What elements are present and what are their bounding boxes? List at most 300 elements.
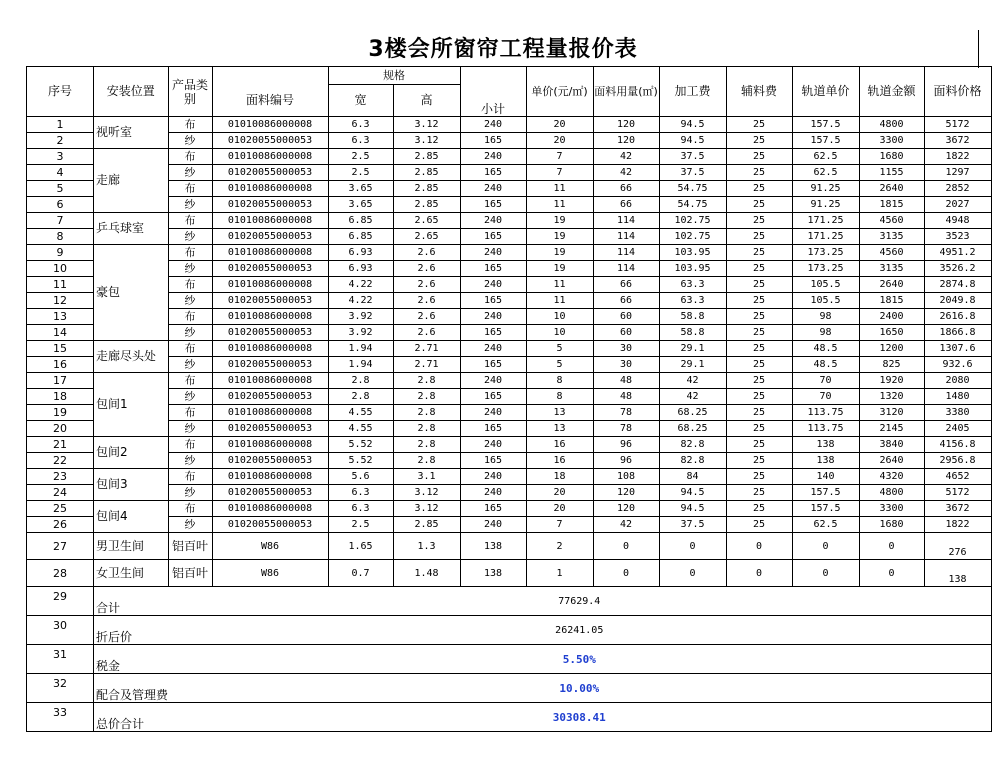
header-track-unit: 轨道单价 bbox=[792, 67, 859, 117]
cell-track-amount: 48.5 bbox=[792, 357, 859, 373]
cell-subtotal: 3526.2 bbox=[924, 261, 991, 277]
cell-fabric-code: 01010086000008 bbox=[212, 405, 328, 421]
cell-accessories: 63.3 bbox=[659, 277, 726, 293]
cell-fabric-price: 1680 bbox=[859, 149, 924, 165]
cell-track-amount: 171.25 bbox=[792, 213, 859, 229]
cell-accessories: 103.95 bbox=[659, 245, 726, 261]
cell-track-unit: 25 bbox=[726, 181, 792, 197]
cell-width: 6.3 bbox=[328, 133, 393, 149]
cell-width: 4.22 bbox=[328, 277, 393, 293]
cell-track-unit: 25 bbox=[726, 501, 792, 517]
header-fabric-code: 面料编号 bbox=[212, 85, 328, 117]
cell-accessories: 102.75 bbox=[659, 213, 726, 229]
cell-fabric-code: 01020055000053 bbox=[212, 261, 328, 277]
cell-width: 6.3 bbox=[328, 117, 393, 133]
cell-subtotal: 5172 bbox=[924, 117, 991, 133]
cell-width: 6.85 bbox=[328, 229, 393, 245]
cell-track-unit: 25 bbox=[726, 229, 792, 245]
cell-unit-price: 240 bbox=[460, 181, 526, 197]
cell-width: 3.92 bbox=[328, 325, 393, 341]
cell-subtotal: 2049.8 bbox=[924, 293, 991, 309]
cell-subtotal: 1307.6 bbox=[924, 341, 991, 357]
cell-processing: 114 bbox=[593, 229, 659, 245]
cell-product-type: 布 bbox=[168, 469, 212, 485]
cell-product-type: 布 bbox=[168, 437, 212, 453]
cell-track-unit: 25 bbox=[726, 517, 792, 533]
cell-seq: 30 bbox=[27, 616, 94, 645]
cell-product-type: 布 bbox=[168, 501, 212, 517]
cell-subtotal: 2616.8 bbox=[924, 309, 991, 325]
cell-seq: 10 bbox=[27, 261, 94, 277]
cell-fabric-code: 01020055000053 bbox=[212, 485, 328, 501]
cell-unit-price: 240 bbox=[460, 469, 526, 485]
cell-fabric-usage: 10 bbox=[526, 325, 593, 341]
cell-track-amount: 98 bbox=[792, 309, 859, 325]
table-row bbox=[27, 133, 992, 149]
cell-fabric-usage: 11 bbox=[526, 197, 593, 213]
summary-value: 77629.4 bbox=[168, 587, 991, 616]
cell-product-type: 纱 bbox=[168, 453, 212, 469]
cell-processing: 42 bbox=[593, 149, 659, 165]
cell-seq: 6 bbox=[27, 197, 94, 213]
cell-width: 3.65 bbox=[328, 197, 393, 213]
cell-unit-price: 165 bbox=[460, 389, 526, 405]
cell-subtotal: 1297 bbox=[924, 165, 991, 181]
cell-width: 6.3 bbox=[328, 485, 393, 501]
cell-track-amount: 0 bbox=[792, 533, 859, 560]
summary-row bbox=[27, 703, 992, 732]
summary-row bbox=[27, 587, 992, 616]
cell-height: 2.6 bbox=[393, 325, 460, 341]
cell-fabric-usage: 20 bbox=[526, 133, 593, 149]
cell-fabric-code: 01010086000008 bbox=[212, 341, 328, 357]
cell-width: 1.94 bbox=[328, 341, 393, 357]
table-row bbox=[27, 181, 992, 197]
cell-location: 视听室 bbox=[94, 117, 169, 149]
cell-product-type: 布 bbox=[168, 405, 212, 421]
cell-seq: 18 bbox=[27, 389, 94, 405]
cell-seq: 5 bbox=[27, 181, 94, 197]
cell-fabric-price: 3300 bbox=[859, 133, 924, 149]
cell-accessories: 58.8 bbox=[659, 325, 726, 341]
cell-accessories: 0 bbox=[659, 533, 726, 560]
header-blank bbox=[212, 67, 328, 85]
cell-seq: 25 bbox=[27, 501, 94, 517]
table-row bbox=[27, 197, 992, 213]
summary-value: 26241.05 bbox=[168, 616, 991, 645]
cell-fabric-price: 2400 bbox=[859, 309, 924, 325]
cell-fabric-price: 1320 bbox=[859, 389, 924, 405]
cell-fabric-code: 01020055000053 bbox=[212, 357, 328, 373]
cell-width: 4.55 bbox=[328, 405, 393, 421]
cell-fabric-usage: 13 bbox=[526, 405, 593, 421]
cell-height: 3.12 bbox=[393, 501, 460, 517]
cell-height: 2.6 bbox=[393, 293, 460, 309]
header-blank bbox=[460, 67, 526, 85]
cell-fabric-price: 4560 bbox=[859, 213, 924, 229]
cell-accessories: 103.95 bbox=[659, 261, 726, 277]
header-unit-price: 单价(元/㎡) bbox=[526, 67, 593, 117]
cell-subtotal: 4156.8 bbox=[924, 437, 991, 453]
cell-fabric-code: 01010086000008 bbox=[212, 373, 328, 389]
cell-track-unit: 25 bbox=[726, 373, 792, 389]
table-row bbox=[27, 325, 992, 341]
cell-location: 包间2 bbox=[94, 437, 169, 469]
cell-track-unit: 0 bbox=[726, 560, 792, 587]
cell-width: 1.94 bbox=[328, 357, 393, 373]
cell-width: 6.3 bbox=[328, 501, 393, 517]
cell-track-unit: 25 bbox=[726, 197, 792, 213]
table-row bbox=[27, 277, 992, 293]
cell-fabric-price: 2640 bbox=[859, 181, 924, 197]
cell-processing: 30 bbox=[593, 341, 659, 357]
cell-unit-price: 240 bbox=[460, 437, 526, 453]
cell-product-type: 纱 bbox=[168, 357, 212, 373]
cell-unit-price: 165 bbox=[460, 325, 526, 341]
cell-unit-price: 240 bbox=[460, 277, 526, 293]
cell-width: 4.22 bbox=[328, 293, 393, 309]
cell-height: 2.6 bbox=[393, 245, 460, 261]
cell-accessories: 0 bbox=[659, 560, 726, 587]
summary-row bbox=[27, 616, 992, 645]
summary-value: 10.00% bbox=[168, 674, 991, 703]
cell-seq: 21 bbox=[27, 437, 94, 453]
cell-fabric-code: W86 bbox=[212, 560, 328, 587]
cell-track-amount: 62.5 bbox=[792, 165, 859, 181]
cell-accessories: 63.3 bbox=[659, 293, 726, 309]
cell-seq: 26 bbox=[27, 517, 94, 533]
cell-fabric-price: 2640 bbox=[859, 453, 924, 469]
cell-processing: 78 bbox=[593, 405, 659, 421]
cell-accessories: 54.75 bbox=[659, 197, 726, 213]
cell-fabric-code: 01010086000008 bbox=[212, 213, 328, 229]
cell-accessories: 82.8 bbox=[659, 437, 726, 453]
header-subtotal: 小计 bbox=[460, 85, 526, 117]
cell-width: 3.65 bbox=[328, 181, 393, 197]
cell-fabric-code: 01010086000008 bbox=[212, 149, 328, 165]
cell-unit-price: 240 bbox=[460, 149, 526, 165]
table-row bbox=[27, 245, 992, 261]
cell-seq: 11 bbox=[27, 277, 94, 293]
cell-track-amount: 157.5 bbox=[792, 501, 859, 517]
cell-fabric-code: 01020055000053 bbox=[212, 293, 328, 309]
cell-subtotal: 932.6 bbox=[924, 357, 991, 373]
cell-seq: 20 bbox=[27, 421, 94, 437]
cell-width: 5.52 bbox=[328, 453, 393, 469]
table-row bbox=[27, 453, 992, 469]
cell-seq: 13 bbox=[27, 309, 94, 325]
cell-accessories: 29.1 bbox=[659, 341, 726, 357]
cell-product-type: 布 bbox=[168, 373, 212, 389]
cell-processing: 0 bbox=[593, 560, 659, 587]
header-spec: 规格 bbox=[328, 67, 460, 85]
cell-fabric-price: 3135 bbox=[859, 261, 924, 277]
cell-fabric-usage: 7 bbox=[526, 165, 593, 181]
cell-height: 2.71 bbox=[393, 357, 460, 373]
cell-processing: 114 bbox=[593, 245, 659, 261]
cell-subtotal: 1480 bbox=[924, 389, 991, 405]
cell-height: 3.1 bbox=[393, 469, 460, 485]
cell-track-unit: 25 bbox=[726, 261, 792, 277]
header-width: 宽 bbox=[328, 85, 393, 117]
cell-track-unit: 25 bbox=[726, 213, 792, 229]
cell-track-amount: 113.75 bbox=[792, 421, 859, 437]
summary-label: 税金 bbox=[94, 645, 169, 674]
cell-product-type: 布 bbox=[168, 309, 212, 325]
table-row bbox=[27, 389, 992, 405]
cell-subtotal: 276 bbox=[924, 533, 991, 560]
cell-height: 3.12 bbox=[393, 133, 460, 149]
cell-fabric-usage: 16 bbox=[526, 453, 593, 469]
header-height: 高 bbox=[393, 85, 460, 117]
cell-fabric-usage: 10 bbox=[526, 309, 593, 325]
cell-seq: 28 bbox=[27, 560, 94, 587]
cell-height: 3.12 bbox=[393, 485, 460, 501]
cell-subtotal: 1866.8 bbox=[924, 325, 991, 341]
cell-track-unit: 25 bbox=[726, 293, 792, 309]
table-row bbox=[27, 261, 992, 277]
cell-processing: 114 bbox=[593, 213, 659, 229]
cell-track-unit: 25 bbox=[726, 277, 792, 293]
cell-unit-price: 240 bbox=[460, 309, 526, 325]
cell-unit-price: 240 bbox=[460, 213, 526, 229]
header-product-type: 产品类别 bbox=[168, 67, 212, 117]
cell-subtotal: 138 bbox=[924, 560, 991, 587]
cell-fabric-price: 0 bbox=[859, 533, 924, 560]
cell-fabric-usage: 8 bbox=[526, 373, 593, 389]
cell-fabric-price: 2640 bbox=[859, 277, 924, 293]
cell-fabric-usage: 7 bbox=[526, 149, 593, 165]
cell-fabric-price: 4320 bbox=[859, 469, 924, 485]
table-row bbox=[27, 149, 992, 165]
cell-subtotal: 2874.8 bbox=[924, 277, 991, 293]
cell-width: 4.55 bbox=[328, 421, 393, 437]
cell-product-type: 铝百叶 bbox=[168, 560, 212, 587]
cell-fabric-usage: 20 bbox=[526, 117, 593, 133]
cell-accessories: 42 bbox=[659, 389, 726, 405]
table-row bbox=[27, 165, 992, 181]
cell-processing: 66 bbox=[593, 197, 659, 213]
cell-track-unit: 25 bbox=[726, 165, 792, 181]
summary-label: 折后价 bbox=[94, 616, 169, 645]
cell-fabric-code: 01010086000008 bbox=[212, 117, 328, 133]
cell-subtotal: 2852 bbox=[924, 181, 991, 197]
cell-height: 2.85 bbox=[393, 149, 460, 165]
cell-height: 2.6 bbox=[393, 309, 460, 325]
cell-location: 豪包 bbox=[94, 245, 169, 341]
cell-product-type: 纱 bbox=[168, 197, 212, 213]
cell-track-amount: 157.5 bbox=[792, 485, 859, 501]
cell-track-amount: 157.5 bbox=[792, 117, 859, 133]
cell-track-amount: 138 bbox=[792, 453, 859, 469]
cell-track-unit: 0 bbox=[726, 533, 792, 560]
cell-subtotal: 3523 bbox=[924, 229, 991, 245]
cell-unit-price: 165 bbox=[460, 453, 526, 469]
cell-track-amount: 138 bbox=[792, 437, 859, 453]
cell-unit-price: 138 bbox=[460, 533, 526, 560]
cell-fabric-price: 4560 bbox=[859, 245, 924, 261]
cell-height: 2.85 bbox=[393, 517, 460, 533]
cell-fabric-usage: 2 bbox=[526, 533, 593, 560]
cell-fabric-usage: 19 bbox=[526, 213, 593, 229]
cell-product-type: 纱 bbox=[168, 325, 212, 341]
cell-product-type: 纱 bbox=[168, 517, 212, 533]
cell-subtotal: 2405 bbox=[924, 421, 991, 437]
cell-track-unit: 25 bbox=[726, 405, 792, 421]
header-seq: 序号 bbox=[27, 67, 94, 117]
cell-accessories: 37.5 bbox=[659, 517, 726, 533]
summary-value: 30308.41 bbox=[168, 703, 991, 732]
summary-label: 配合及管理费 bbox=[94, 674, 169, 703]
cell-fabric-price: 3135 bbox=[859, 229, 924, 245]
cell-subtotal: 3672 bbox=[924, 133, 991, 149]
table-row bbox=[27, 485, 992, 501]
cell-height: 2.8 bbox=[393, 453, 460, 469]
cell-product-type: 纱 bbox=[168, 229, 212, 245]
cell-fabric-code: 01010086000008 bbox=[212, 245, 328, 261]
cell-track-amount: 171.25 bbox=[792, 229, 859, 245]
cell-seq: 24 bbox=[27, 485, 94, 501]
cell-height: 2.8 bbox=[393, 373, 460, 389]
cell-width: 2.8 bbox=[328, 389, 393, 405]
cell-track-unit: 25 bbox=[726, 357, 792, 373]
cell-processing: 96 bbox=[593, 437, 659, 453]
cell-height: 2.71 bbox=[393, 341, 460, 357]
cell-unit-price: 165 bbox=[460, 197, 526, 213]
cell-height: 2.8 bbox=[393, 421, 460, 437]
cell-processing: 120 bbox=[593, 501, 659, 517]
cell-track-amount: 105.5 bbox=[792, 277, 859, 293]
cell-seq: 22 bbox=[27, 453, 94, 469]
cell-track-unit: 25 bbox=[726, 453, 792, 469]
cell-unit-price: 165 bbox=[460, 357, 526, 373]
cell-unit-price: 240 bbox=[460, 373, 526, 389]
cell-accessories: 68.25 bbox=[659, 421, 726, 437]
summary-label: 合计 bbox=[94, 587, 169, 616]
table-row bbox=[27, 517, 992, 533]
cell-width: 2.8 bbox=[328, 373, 393, 389]
cell-processing: 96 bbox=[593, 453, 659, 469]
cell-seq: 19 bbox=[27, 405, 94, 421]
title-border bbox=[978, 30, 979, 68]
cell-track-amount: 62.5 bbox=[792, 517, 859, 533]
header-location: 安装位置 bbox=[94, 67, 169, 117]
summary-value: 5.50% bbox=[168, 645, 991, 674]
cell-fabric-code: 01020055000053 bbox=[212, 229, 328, 245]
cell-fabric-usage: 8 bbox=[526, 389, 593, 405]
table-row bbox=[27, 229, 992, 245]
cell-track-amount: 0 bbox=[792, 560, 859, 587]
cell-unit-price: 240 bbox=[460, 517, 526, 533]
cell-seq: 17 bbox=[27, 373, 94, 389]
cell-processing: 60 bbox=[593, 325, 659, 341]
cell-fabric-price: 1815 bbox=[859, 197, 924, 213]
summary-label: 总价合计 bbox=[94, 703, 169, 732]
cell-width: 5.6 bbox=[328, 469, 393, 485]
header-fabric-usage: 面料用量(㎡) bbox=[593, 67, 659, 117]
table-row bbox=[27, 437, 992, 453]
cell-fabric-usage: 13 bbox=[526, 421, 593, 437]
cell-product-type: 纱 bbox=[168, 389, 212, 405]
cell-subtotal: 4951.2 bbox=[924, 245, 991, 261]
cell-fabric-price: 1155 bbox=[859, 165, 924, 181]
cell-accessories: 37.5 bbox=[659, 149, 726, 165]
cell-product-type: 纱 bbox=[168, 485, 212, 501]
cell-unit-price: 240 bbox=[460, 245, 526, 261]
cell-track-amount: 105.5 bbox=[792, 293, 859, 309]
cell-fabric-usage: 18 bbox=[526, 469, 593, 485]
cell-track-amount: 70 bbox=[792, 389, 859, 405]
cell-track-unit: 25 bbox=[726, 133, 792, 149]
cell-fabric-code: 01020055000053 bbox=[212, 197, 328, 213]
cell-seq: 16 bbox=[27, 357, 94, 373]
cell-fabric-usage: 11 bbox=[526, 181, 593, 197]
table-row bbox=[27, 309, 992, 325]
cell-track-unit: 25 bbox=[726, 341, 792, 357]
cell-subtotal: 3380 bbox=[924, 405, 991, 421]
cell-accessories: 94.5 bbox=[659, 117, 726, 133]
cell-accessories: 37.5 bbox=[659, 165, 726, 181]
cell-fabric-code: 01010086000008 bbox=[212, 469, 328, 485]
cell-accessories: 94.5 bbox=[659, 501, 726, 517]
cell-subtotal: 1822 bbox=[924, 517, 991, 533]
cell-subtotal: 5172 bbox=[924, 485, 991, 501]
table-row bbox=[27, 469, 992, 485]
cell-track-amount: 70 bbox=[792, 373, 859, 389]
table-row bbox=[27, 405, 992, 421]
cell-fabric-code: 01010086000008 bbox=[212, 277, 328, 293]
cell-product-type: 布 bbox=[168, 245, 212, 261]
cell-track-amount: 48.5 bbox=[792, 341, 859, 357]
cell-fabric-price: 1650 bbox=[859, 325, 924, 341]
cell-track-amount: 91.25 bbox=[792, 181, 859, 197]
cell-track-unit: 25 bbox=[726, 389, 792, 405]
cell-height: 2.6 bbox=[393, 277, 460, 293]
cell-fabric-usage: 5 bbox=[526, 341, 593, 357]
cell-seq: 9 bbox=[27, 245, 94, 261]
summary-row bbox=[27, 645, 992, 674]
table-row bbox=[27, 117, 992, 133]
table-row bbox=[27, 560, 992, 587]
cell-height: 2.8 bbox=[393, 389, 460, 405]
header-track-amount: 轨道金额 bbox=[859, 67, 924, 117]
cell-seq: 2 bbox=[27, 133, 94, 149]
cell-fabric-price: 4800 bbox=[859, 117, 924, 133]
cell-product-type: 纱 bbox=[168, 165, 212, 181]
cell-width: 2.5 bbox=[328, 165, 393, 181]
cell-track-unit: 25 bbox=[726, 245, 792, 261]
cell-track-unit: 25 bbox=[726, 437, 792, 453]
cell-subtotal: 2027 bbox=[924, 197, 991, 213]
cell-track-amount: 62.5 bbox=[792, 149, 859, 165]
cell-processing: 66 bbox=[593, 293, 659, 309]
cell-track-amount: 98 bbox=[792, 325, 859, 341]
cell-unit-price: 240 bbox=[460, 485, 526, 501]
cell-processing: 78 bbox=[593, 421, 659, 437]
table-row bbox=[27, 533, 992, 560]
cell-fabric-usage: 7 bbox=[526, 517, 593, 533]
cell-location: 女卫生间 bbox=[94, 560, 169, 587]
cell-width: 0.7 bbox=[328, 560, 393, 587]
cell-product-type: 纱 bbox=[168, 133, 212, 149]
cell-processing: 0 bbox=[593, 533, 659, 560]
cell-seq: 8 bbox=[27, 229, 94, 245]
cell-subtotal: 3672 bbox=[924, 501, 991, 517]
cell-seq: 14 bbox=[27, 325, 94, 341]
cell-height: 2.65 bbox=[393, 229, 460, 245]
cell-fabric-code: 01020055000053 bbox=[212, 453, 328, 469]
cell-accessories: 54.75 bbox=[659, 181, 726, 197]
